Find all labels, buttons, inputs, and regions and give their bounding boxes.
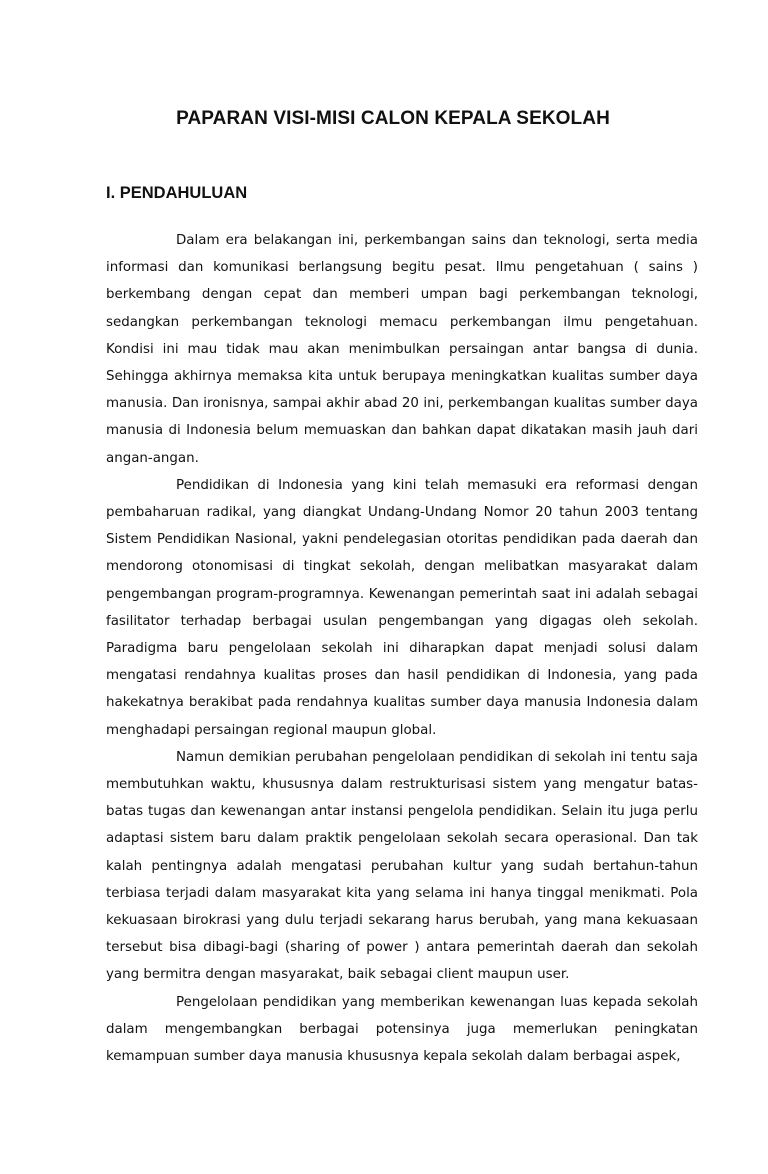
body-text <box>106 227 698 1070</box>
section-heading: I. PENDAHULUAN <box>106 184 248 202</box>
paragraph-1: Dalam era belakangan ini, perkembangan sains dan teknologi, serta media informasi dan komunikasi berlangsung begitu pesat. Ilmu pengetahuan ( sains ) berkembang dengan cepat dan memberi umpan bagi perkembangan teknologi, sedangkan perkembangan teknologi memacu perkembangan ilmu pengetahuan. Kondisi ini mau tidak mau akan menimbulkan persaingan antar bangsa di dunia. Sehingga akhirnya memaksa kita untuk berupaya meningkatkan kualitas sumber daya manusia. Dan ironisnya, sampai akhir abad 20 ini, perkembangan kualitas sumber daya manusia di Indonesia belum memuaskan dan bahkan dapat dikatakan masih jauh dari angan-angan. <box>106 233 698 466</box>
paragraph-3: Namun demikian perubahan pengelolaan pendidikan di sekolah ini tentu saja membutuhkan waktu, khususnya dalam restrukturisasi sistem yang mengatur batas-batas tugas dan kewenangan antar instansi pengelola pendidikan. Selain itu juga perlu adaptasi sistem baru dalam praktik pengelolaan sekolah secara operasional. Dan tak kalah pentingnya adalah mengatasi perubahan kultur yang sudah bertahun-tahun terbiasa terjadi dalam masyarakat kita yang selama ini hanya tinggal menikmati. Pola kekuasaan birokrasi yang dulu terjadi sekarang harus berubah, yang mana kekuasaan tersebut bisa dibagi-bagi (sharing of power ) antara pemerintah daerah dan sekolah yang bermitra dengan masyarakat, baik sebagai client maupun user. <box>106 749 698 983</box>
document-title: PAPARAN VISI-MISI CALON KEPALA SEKOLAH <box>176 108 610 129</box>
paragraph-4: Pengelolaan pendidikan yang memberikan kewenangan luas kepada sekolah dalam mengembangkan berbagai potensinya juga memerlukan peningkatan kemampuan sumber daya manusia khususnya kepala sekolah dalam berbagai aspek, <box>106 994 698 1065</box>
paragraph-2: Pendidikan di Indonesia yang kini telah memasuki era reformasi dengan pembaharuan radikal, yang diangkat Undang-Undang Nomor 20 tahun 2003 tentang Sistem Pendidikan Nasional, yakni pendelegasian otoritas pendidikan pada daerah dan mendorong otonomisasi di tingkat sekolah, dengan melibatkan masyarakat dalam pengembangan program-programnya. Kewenangan pemerintah saat ini adalah sebagai fasilitator terhadap berbagai usulan pengembangan yang digagas oleh sekolah. Paradigma baru pengelolaan sekolah ini diharapkan dapat menjadi solusi dalam mengatasi rendahnya kualitas proses dan hasil pendidikan di Indonesia, yang pada hakekatnya berakibat pada rendahnya kualitas sumber daya manusia Indonesia dalam menghadapi persaingan regional maupun global. <box>106 477 698 738</box>
